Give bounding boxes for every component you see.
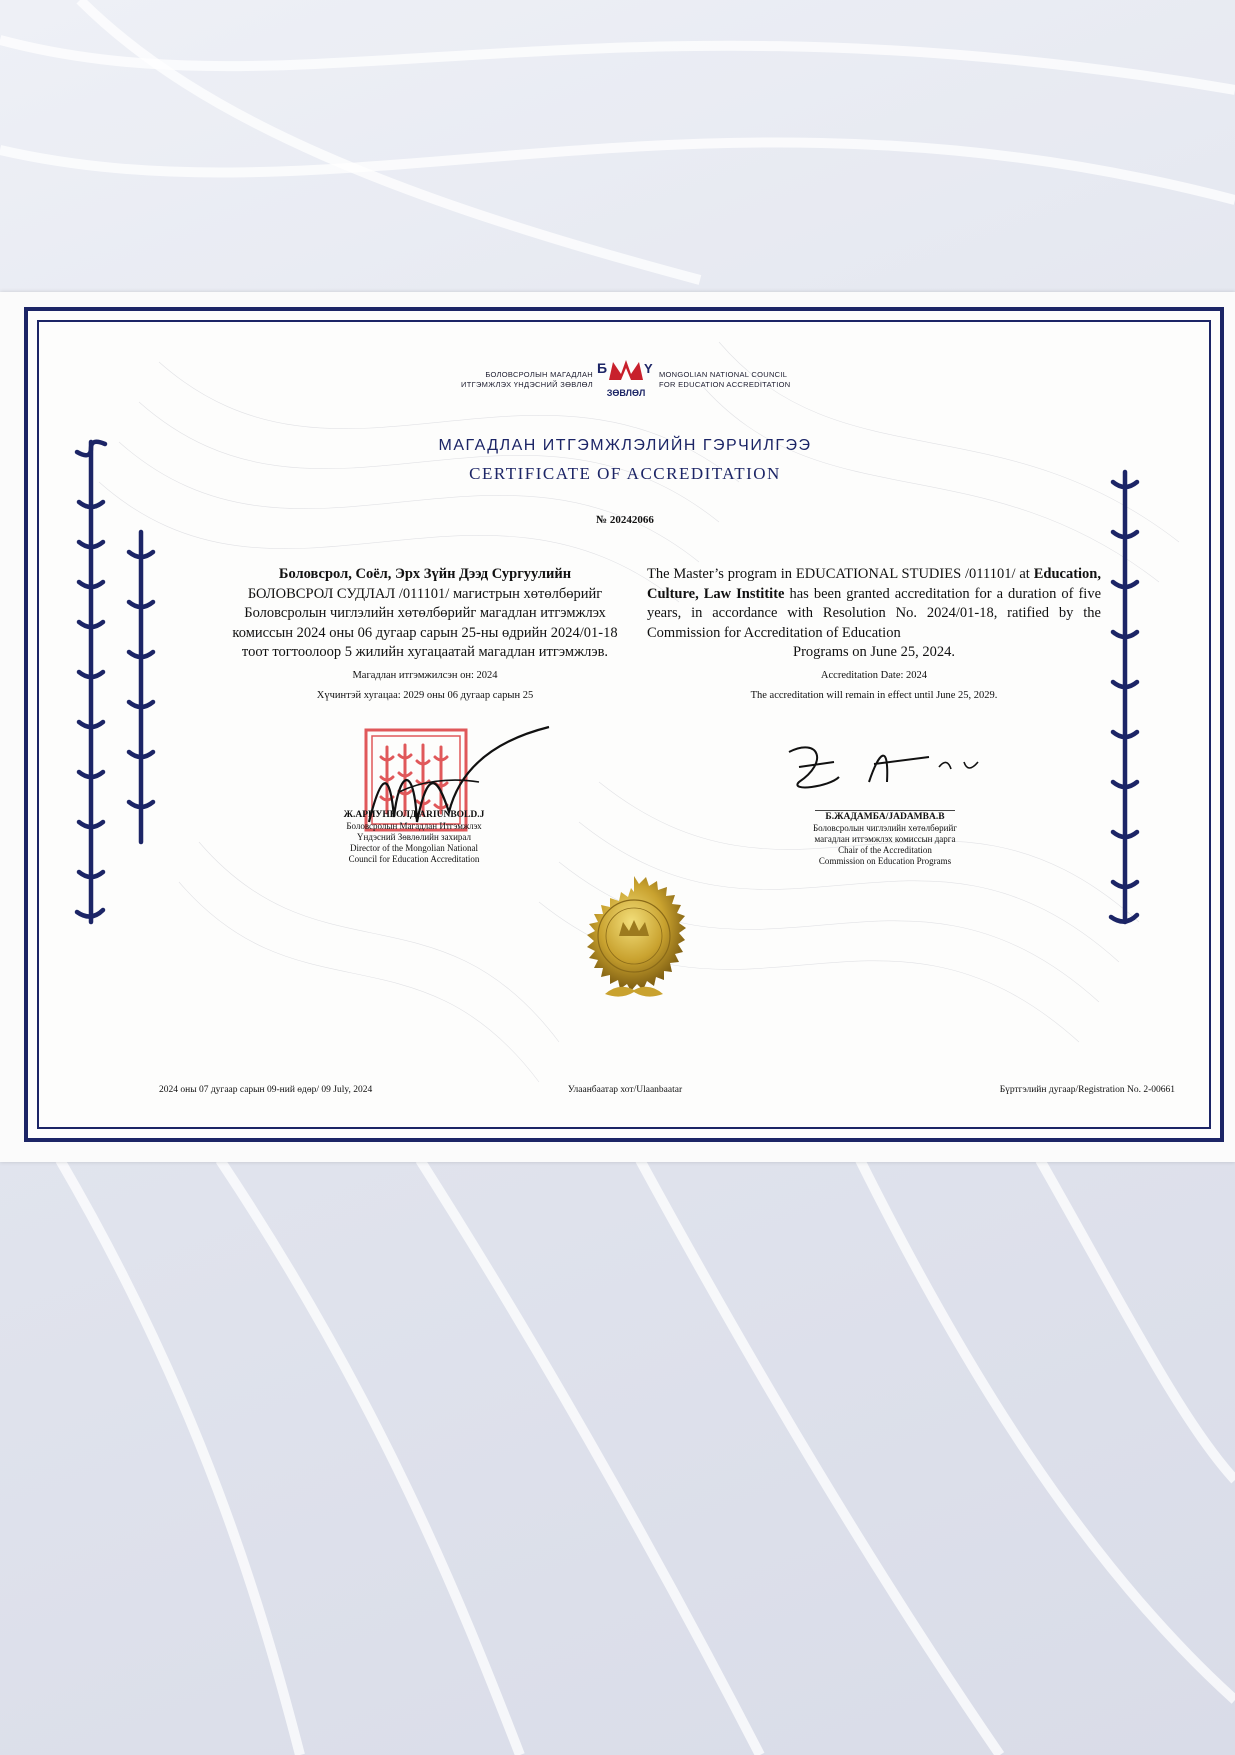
accredited-year-mn: Магадлан итгэмжилсэн он: 2024: [352, 670, 498, 681]
institution-name-en: Education, Culture, Law Institite: [647, 566, 1102, 602]
signatory-left: Ж.АРИУНБОЛД/ARIUNBOLD.J Боловсролын Магадлан Итгэмжлэх Үндэсний Зөвлөлийн захирал Director of the Mongolian National Council for Education Accreditation: [294, 810, 534, 865]
certificate-inner-border: [37, 320, 1211, 1129]
body-en-part1: The Master’s program in EDUCATIONAL STUDIES /011101/ at: [647, 566, 1030, 582]
signatory-right: Б.ЖАДАМБА/JADAMBA.B Боловсролын чиглэлийн хөтөлбөрийг магадлан итгэмжлэх комиссын дарга Chair of the Accreditation Commission on Education Programs: [765, 812, 1005, 867]
logo-letter-left: Б: [597, 360, 608, 376]
body-en: [647, 565, 1101, 663]
organization-name-mn: БОЛОВСРОЛЫН МАГАДЛАН ИТГЭМЖЛЭХ ҮНДЭСНИЙ ЗӨВЛӨЛ: [461, 370, 593, 389]
certificate: [24, 307, 1224, 1142]
signatory-left-name: Ж.АРИУНБОЛД/ARIUNBOLD.J: [343, 810, 485, 820]
body-en-part2: has been granted accreditation for a duration of five years, in accordance with Resolution No. 2024/01-18, ratified by the Commission for Accreditation of Education: [647, 585, 1102, 641]
validity-en: The accreditation will remain in effect until June 25, 2029.: [750, 690, 998, 701]
body-mn-line: БОЛОВСРОЛ СУДЛАЛ /011101/ магистрын хөтөлбөрийг: [247, 585, 603, 602]
signature-right-line: [815, 810, 955, 811]
institution-name-mn: Боловсрол, Соёл, Эрх Зүйн Дээд Сургуулийн: [278, 566, 572, 582]
organization-name-en: MONGOLIAN NATIONAL COUNCIL FOR EDUCATION ACCREDITATION: [659, 370, 791, 389]
registration-number: Бүртгэлийн дугаар/Registration No. 2-00661: [999, 1085, 1175, 1095]
signature-right: [779, 732, 999, 802]
issue-date: 2024 оны 07 дугаар сарын 09-ний өдөр/ 09 July, 2024: [159, 1085, 373, 1095]
body-mn-line: тоот тогтоолоор 5 жилийн хугацаатай магадлан итгэмжлэв.: [241, 644, 609, 660]
certificate-title-mn: МАГАДЛАН ИТГЭМЖЛЭЛИЙН ГЭРЧИЛГЭЭ: [438, 437, 812, 454]
body-en-part3: Programs on June 25, 2024.: [793, 644, 955, 660]
body-mn-line: Боловсролын чиглэлийн хөтөлбөрийг магадлан итгэмжлэх: [244, 605, 606, 621]
gold-embossed-seal: [567, 874, 701, 1008]
logo-word: ЗӨВЛӨЛ: [606, 388, 646, 398]
accreditation-date-en: Accreditation Date: 2024: [820, 670, 928, 681]
valid-until-mn: Хүчинтэй хугацаа: 2029 оны 06 дугаар сарын 25: [316, 690, 534, 701]
city: Улаанбаатар хот/Ulaanbaatar: [567, 1085, 683, 1095]
header-logo-row: [39, 358, 1211, 402]
body-mn: [209, 565, 641, 663]
logo-letter-right: Y: [644, 361, 653, 376]
body-mn-line: комиссын 2024 оны 06 дугаар сарын 25-ны өдрийн 2024/01-18: [232, 624, 618, 641]
certificate-title-en: CERTIFICATE OF ACCREDITATION: [469, 464, 781, 483]
signatory-right-name: Б.ЖАДАМБА/JADAMBA.B: [825, 812, 945, 822]
certificate-number: № 20242066: [596, 514, 654, 526]
